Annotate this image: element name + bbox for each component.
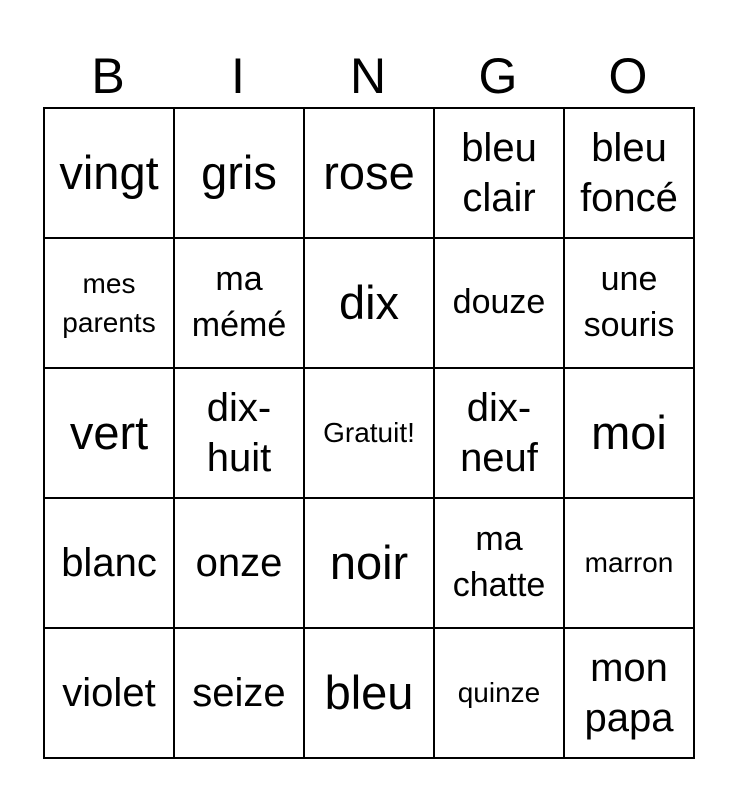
bingo-cell[interactable] xyxy=(305,629,435,759)
cell-text: marron xyxy=(584,547,674,579)
header-letter-i: I xyxy=(231,48,245,104)
cell-text: noir xyxy=(329,535,409,589)
bingo-cell[interactable] xyxy=(45,239,175,369)
cell-text: blanc xyxy=(61,541,157,585)
cell-text: onze xyxy=(195,541,283,585)
cell-text: vert xyxy=(69,405,149,459)
cell-text: seize xyxy=(192,671,286,715)
bingo-cell[interactable] xyxy=(45,109,175,239)
header-letter-n: N xyxy=(349,48,387,104)
cell-text: bleu xyxy=(324,665,414,719)
bingo-cell[interactable] xyxy=(175,629,305,759)
cell-text: violet xyxy=(62,671,156,715)
cell-text: rose xyxy=(323,145,415,199)
cell-text: gris xyxy=(201,145,277,199)
cell-text: une souris xyxy=(583,260,675,344)
free-space-cell[interactable] xyxy=(305,369,435,499)
header-letter-b: B xyxy=(91,48,125,104)
cell-text: vingt xyxy=(59,145,159,199)
cell-text: Gratuit! xyxy=(323,417,415,449)
header-letter-g: G xyxy=(478,48,518,104)
bingo-cell[interactable] xyxy=(175,239,305,369)
cell-text: dix-huit xyxy=(206,386,272,480)
bingo-cell[interactable] xyxy=(305,239,435,369)
bingo-cell[interactable] xyxy=(305,109,435,239)
bingo-cell[interactable] xyxy=(175,369,305,499)
bingo-header xyxy=(43,44,693,108)
bingo-cell[interactable] xyxy=(305,499,435,629)
bingo-cell[interactable] xyxy=(175,109,305,239)
cell-text: mes parents xyxy=(62,267,156,338)
cell-text: ma mémé xyxy=(191,260,287,344)
cell-text: mon papa xyxy=(584,646,674,740)
bingo-cell[interactable] xyxy=(45,499,175,629)
cell-text: moi xyxy=(591,405,667,459)
bingo-cell[interactable] xyxy=(435,109,565,239)
bingo-cell[interactable] xyxy=(565,369,695,499)
cell-text: quinze xyxy=(457,677,541,709)
bingo-cell[interactable] xyxy=(435,629,565,759)
bingo-cell[interactable] xyxy=(45,369,175,499)
bingo-cell[interactable] xyxy=(565,499,695,629)
cell-text: douze xyxy=(452,283,546,322)
cell-text: dix-neuf xyxy=(460,386,538,480)
bingo-cell[interactable] xyxy=(435,369,565,499)
cell-text: bleu foncé xyxy=(580,126,678,220)
cell-text: dix xyxy=(338,275,400,329)
bingo-cell[interactable] xyxy=(565,239,695,369)
bingo-cell[interactable] xyxy=(175,499,305,629)
cell-text: bleu clair xyxy=(461,126,537,220)
bingo-cell[interactable] xyxy=(435,499,565,629)
bingo-cell[interactable] xyxy=(565,109,695,239)
header-letter-o: O xyxy=(608,48,648,104)
bingo-cell[interactable] xyxy=(565,629,695,759)
bingo-cell[interactable] xyxy=(45,629,175,759)
bingo-cell[interactable] xyxy=(435,239,565,369)
cell-text: ma chatte xyxy=(452,520,546,604)
bingo-grid xyxy=(43,107,695,759)
